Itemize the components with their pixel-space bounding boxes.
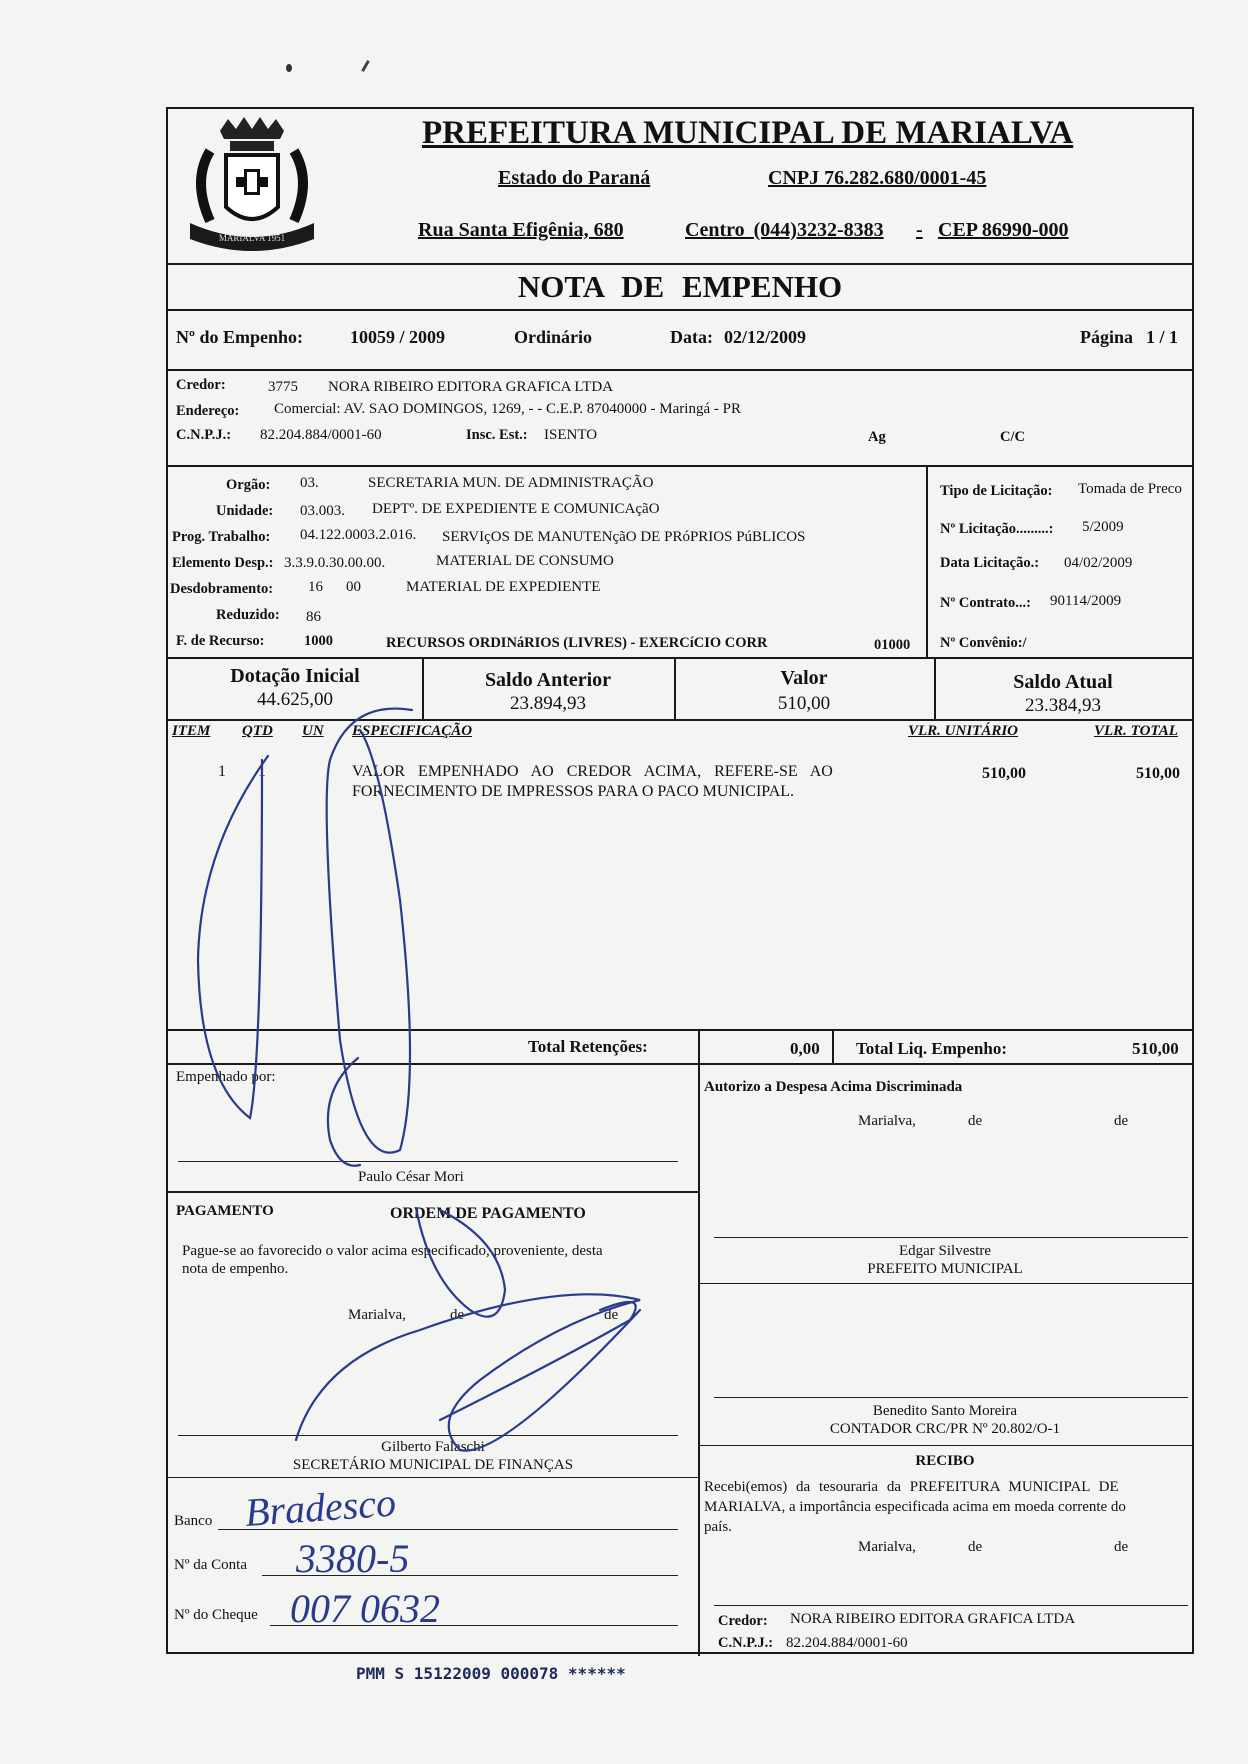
valor-label: Valor: [780, 667, 828, 689]
orgao-code: 03.: [300, 475, 319, 491]
elemento-code: 3.3.9.0.30.00.00.: [284, 555, 386, 571]
ag-label: Ag: [868, 429, 886, 445]
recibo-label: RECIBO: [915, 1453, 975, 1469]
desdob-sub: 00: [346, 579, 361, 595]
desdob-name: MATERIAL DE EXPEDIENTE: [406, 579, 601, 595]
numero-licitacao-label: Nº Licitação.........:: [940, 521, 1054, 537]
svg-text:MARIALVA 1951: MARIALVA 1951: [218, 233, 286, 243]
elemento-label: Elemento Desp.:: [172, 555, 274, 571]
pagamento-text-line2: nota de empenho.: [182, 1261, 289, 1277]
item-description-line1: VALOR EMPENHADO AO CREDOR ACIMA, REFERE-SE AO: [352, 763, 833, 780]
cheque-label: Nº do Cheque: [174, 1607, 258, 1623]
saldo-anterior-value: 23.894,93: [510, 693, 586, 714]
pagamento-city: Marialva,: [348, 1307, 406, 1323]
credor-name: NORA RIBEIRO EDITORA GRAFICA LTDA: [328, 379, 614, 395]
elemento-name: MATERIAL DE CONSUMO: [436, 553, 614, 569]
col-item: ITEM: [172, 723, 211, 739]
fonte-name: RECURSOS ORDINáRIOS (LIVRES) - EXERCíCIO CORR: [386, 635, 768, 651]
credor-address: Comercial: AV. SAO DOMINGOS, 1269, - - C.E.P. 87040000 - Maringá - PR: [274, 401, 741, 417]
prog-code: 04.122.0003.2.016.: [300, 527, 417, 543]
dotacao-label: Dotação Inicial: [230, 665, 360, 687]
tipo-licitacao: Tomada de Preco: [1078, 481, 1182, 497]
recibo-credor: NORA RIBEIRO EDITORA GRAFICA LTDA: [790, 1611, 1076, 1627]
reduzido-value: 86: [306, 609, 321, 625]
recibo-text-line3: país.: [704, 1519, 732, 1535]
recibo-de1: de: [968, 1539, 983, 1555]
dotacao-value: 44.625,00: [257, 689, 333, 710]
empenhado-signer: Paulo César Mori: [358, 1169, 464, 1185]
total-liq-label: Total Liq. Empenho:: [856, 1039, 1007, 1058]
recibo-text-line2: MARIALVA, a importância especificada acima em moeda corrente do: [704, 1499, 1126, 1515]
fonte-code: 1000: [304, 633, 333, 649]
item-description-line2: FORNECIMENTO DE IMPRESSOS PARA O PACO MUNICIPAL.: [352, 783, 795, 800]
item-unit-value: 510,00: [982, 765, 1026, 782]
numero-licitacao: 5/2009: [1082, 519, 1124, 535]
recibo-cnpj-label: C.N.P.J.:: [718, 1635, 774, 1651]
prefeito-name: Edgar Silvestre: [898, 1243, 992, 1259]
conta-handwritten: 3380-5: [296, 1536, 410, 1581]
contrato-label: Nº Contrato...:: [940, 595, 1031, 611]
recibo-de2: de: [1114, 1539, 1129, 1555]
insc-label: Insc. Est.:: [466, 427, 528, 443]
autorizo-de1: de: [968, 1113, 983, 1129]
valor-value: 510,00: [777, 693, 831, 714]
autorizo-city: Marialva,: [858, 1113, 916, 1129]
signature-stroke: [198, 756, 268, 1118]
recibo-city: Marialva,: [858, 1539, 916, 1555]
data-licitacao: 04/02/2009: [1064, 555, 1133, 571]
pagamento-label: PAGAMENTO: [176, 1203, 274, 1219]
conta-label: Nº da Conta: [174, 1557, 247, 1573]
pagamento-signer-title: SECRETÁRIO MUNICIPAL DE FINANÇAS: [292, 1457, 574, 1473]
desdob-code: 16: [308, 579, 323, 595]
empenho-date-label: Data:: [670, 327, 713, 347]
prefeitura-title: PREFEITURA MUNICIPAL DE MARIALVA: [422, 115, 1074, 151]
recibo-text-line1: Recebi(emos) da tesouraria da PREFEITURA MUNICIPAL DE: [704, 1479, 1119, 1495]
orgao-label: Orgão:: [226, 477, 271, 493]
prefeito-title: PREFEITO MUNICIPAL: [867, 1261, 1023, 1277]
pagamento-de1: de: [450, 1307, 465, 1323]
page-label: Página: [1080, 327, 1134, 347]
item-total-value: 510,00: [1136, 765, 1180, 782]
pagamento-text-line1: Pague-se ao favorecido o valor acima especificado, proveniente, desta: [182, 1243, 603, 1259]
prog-label: Prog. Trabalho:: [172, 529, 271, 545]
fonte-label: F. de Recurso:: [176, 633, 265, 649]
item-qtd: 1: [258, 763, 266, 780]
doc-title: NOTA DE EMPENHO: [517, 269, 843, 304]
empenho-number-label: Nº do Empenho:: [176, 327, 303, 347]
state-label: Estado do Paraná: [498, 167, 651, 189]
header-dash: -: [916, 219, 923, 241]
page-number: 1 / 1: [1146, 327, 1179, 347]
fonte-extra: 01000: [874, 637, 911, 653]
recibo-credor-label: Credor:: [718, 1613, 768, 1629]
address-label: Endereço:: [176, 403, 240, 419]
signature-stroke: [416, 1208, 505, 1317]
total-liq-value: 510,00: [1132, 1039, 1179, 1058]
cc-label: C/C: [1000, 429, 1025, 445]
cep-header: CEP 86990-000: [938, 219, 1069, 241]
col-qtd: QTD: [242, 723, 273, 739]
empenho-type: Ordinário: [514, 327, 593, 347]
col-total: VLR. TOTAL: [1094, 723, 1178, 739]
banco-handwritten: Bradesco: [243, 1479, 398, 1535]
banco-label: Banco: [174, 1513, 213, 1529]
pagamento-de2: de: [604, 1307, 619, 1323]
district-phone: Centro (044)3232-8383: [685, 219, 884, 241]
credor-insc: ISENTO: [544, 427, 598, 443]
processing-stamp: PMM S 15122009 000078 ******: [356, 1664, 626, 1683]
empenho-date: 02/12/2009: [724, 327, 807, 347]
saldo-atual-value: 23.384,93: [1025, 695, 1101, 716]
signature-stroke: [296, 1294, 640, 1450]
retencoes-value: 0,00: [790, 1039, 820, 1058]
col-un: UN: [302, 723, 324, 739]
orgao-name: SECRETARIA MUN. DE ADMINISTRAÇÃO: [368, 475, 654, 491]
saldo-anterior-label: Saldo Anterior: [484, 669, 612, 691]
item-number: 1: [218, 763, 226, 780]
autorizo-label: Autorizo a Despesa Acima Discriminada: [704, 1079, 963, 1095]
unidade-label: Unidade:: [216, 503, 274, 519]
credor-label: Credor:: [176, 377, 226, 393]
contrato-number: 90114/2009: [1050, 593, 1122, 609]
empenhado-label: Empenhado por:: [176, 1069, 276, 1085]
tipo-licitacao-label: Tipo de Licitação:: [940, 483, 1053, 499]
ordem-pagamento-label: ORDEM DE PAGAMENTO: [390, 1205, 586, 1222]
cnpj-label: C.N.P.J.:: [176, 427, 232, 443]
convenio-label: Nº Convênio:/: [940, 635, 1027, 651]
contador-name: Benedito Santo Moreira: [872, 1403, 1018, 1419]
recibo-cnpj: 82.204.884/0001-60: [786, 1635, 908, 1651]
col-unit: VLR. UNITÁRIO: [908, 723, 1019, 739]
unidade-name: DEPTº. DE EXPEDIENTE E COMUNICAçãO: [372, 501, 660, 517]
credor-code: 3775: [268, 379, 298, 395]
street-address: Rua Santa Efigênia, 680: [418, 219, 624, 241]
col-espec: ESPECIFICAÇÃO: [352, 723, 473, 739]
reduzido-label: Reduzido:: [216, 607, 280, 623]
credor-cnpj: 82.204.884/0001-60: [260, 427, 382, 443]
cnpj-header: CNPJ 76.282.680/0001-45: [768, 167, 987, 189]
saldo-atual-label: Saldo Atual: [1013, 671, 1113, 693]
pagamento-signer: Gilberto Falaschi: [381, 1439, 485, 1455]
signature-stroke: [327, 709, 412, 1153]
signature-stroke: [440, 1302, 636, 1420]
desdob-label: Desdobramento:: [170, 581, 274, 597]
retencoes-label: Total Retenções:: [528, 1037, 648, 1056]
contador-title: CONTADOR CRC/PR Nº 20.802/O-1: [829, 1421, 1061, 1437]
unidade-code: 03.003.: [300, 503, 345, 519]
cheque-handwritten: 007 0632: [290, 1586, 440, 1631]
prog-name: SERVIçOS DE MANUTENçãO DE PRóPRIOS PúBLICOS: [442, 529, 806, 545]
autorizo-de2: de: [1114, 1113, 1129, 1129]
data-licitacao-label: Data Licitação.:: [940, 555, 1040, 571]
empenho-number: 10059 / 2009: [350, 327, 446, 347]
